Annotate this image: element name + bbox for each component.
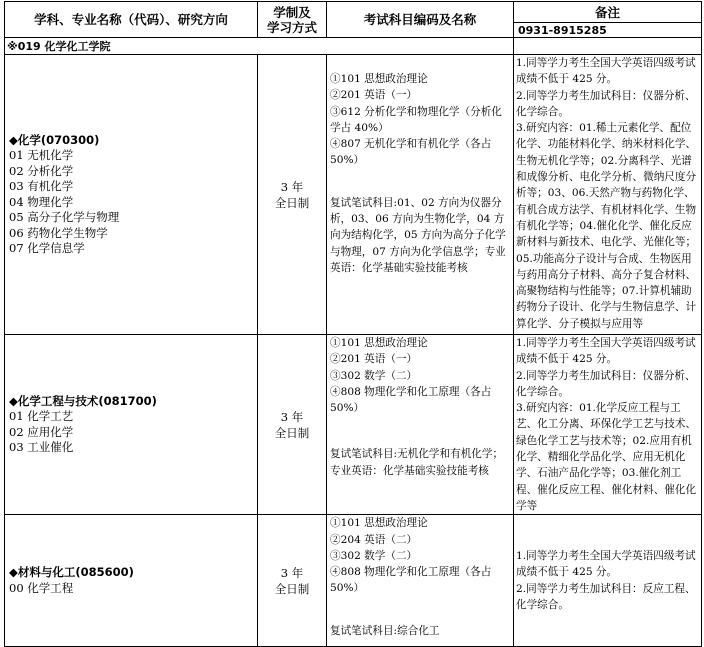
direction-item: 03 工业催化 <box>9 440 74 455</box>
exam-subject: ②204 英语（二） <box>330 533 418 546</box>
duration: 3 年 <box>280 409 304 424</box>
college-row-spacer <box>514 38 702 55</box>
college-phone: 0931-8915285 <box>514 23 702 38</box>
major-cell <box>5 55 258 335</box>
study-mode-cell <box>258 515 327 647</box>
direction-item: 02 应用化学 <box>9 424 74 439</box>
remark-item: 3.研究内容：01.稀土元素化学、配位化学、功能材料化学、纳米材料化学、生物无机化学等；02.分离科学、光谱和成像分析、电化学分析、微纳尺度分析等；03、06.天然产物与药物化学、有机合成方法学、有机材料化学、生物有机化学等；04.催化化学、催化反应新材料与新技术、电化学、光催化等；05.功能高分子设计与合成、生物医用与药用高分子材料、高分子复合材料、高聚物结构与性能等；07.计算机辅助药物分子设计、化学与生物信息学、计算化学、分子模拟与应用等 <box>516 122 697 330</box>
major-title: ◆化学工程与技术(081700) <box>9 393 157 408</box>
header-major: 学科、专业名称（代码）、研究方向 <box>5 2 258 38</box>
exam-subject: ④807 无机化学和有机化学（各占50%） <box>330 138 492 167</box>
exam-subjects-cell <box>327 335 514 515</box>
remark-item: 1.同等学力考生全国大学英语四级考试成绩不低于 425 分。 <box>516 57 696 86</box>
direction-item: 05 高分子化学与物理 <box>9 210 120 224</box>
direction-item: 01 化学工艺 <box>9 409 74 424</box>
remark-item: 1.同等学力考生全国大学英语四级考试成绩不低于 425 分。 <box>516 550 696 579</box>
remarks-cell <box>514 515 702 647</box>
direction-item: 04 物理化学 <box>9 194 74 209</box>
major-cell <box>5 515 258 647</box>
exam-subject: ①101 思想政治理论 <box>330 73 428 85</box>
remark-item: 3.研究内容：01.化学反应工程与工艺、化工分离、环保化学工艺与技术、绿色化学工艺与技术等；02.应用有机化学、精细化学品化学、应用无机化学、石油产品化学等；03.催化剂工程、催化反应工程、催化材料、催化化学等 <box>516 402 697 512</box>
exam-subjects-cell <box>327 515 514 647</box>
header-remarks: 备注 <box>514 2 702 23</box>
header-duration: 学制及 <box>273 4 311 20</box>
header-duration-mode <box>258 2 327 38</box>
exam-subject: ③302 数学（二） <box>330 369 418 382</box>
study-mode: 全日制 <box>274 195 310 210</box>
remark-item: 2.同等学力考生加试科目：仪器分析、化学综合。 <box>516 89 696 118</box>
duration: 3 年 <box>280 179 304 194</box>
duration: 3 年 <box>280 565 304 580</box>
major-title: ◆材料与化工(085600) <box>9 565 134 580</box>
direction-item: 01 无机化学 <box>9 148 74 162</box>
program-row <box>5 335 702 515</box>
remark-item: 2.同等学力考生加试科目：反应工程、化学综合。 <box>516 582 696 612</box>
major-title: ◆化学(070300) <box>9 132 100 147</box>
study-mode: 全日制 <box>274 581 310 596</box>
exam-subject: ②201 英语（一） <box>330 353 418 366</box>
retest-subjects: 复试笔试科目:无机化学和有机化学；专业英语：化学基础实验技能考核 <box>330 448 504 477</box>
remarks-cell <box>514 335 702 515</box>
remark-item: 1.同等学力考生全国大学英语四级考试成绩不低于 425 分。 <box>516 337 696 366</box>
remark-item: 2.同等学力考生加试科目：仪器分析、化学综合。 <box>516 369 696 398</box>
remarks-cell <box>514 55 702 335</box>
exam-subject: ③302 数学（二） <box>330 549 418 562</box>
direction-item: 03 有机化学 <box>9 179 74 193</box>
program-row <box>5 55 702 335</box>
exam-subject: ④808 物理化学和化工原理（各占50%） <box>330 566 492 595</box>
program-row <box>5 515 702 647</box>
study-mode: 全日制 <box>274 425 310 440</box>
header-mode: 学习方式 <box>266 19 317 35</box>
direction-item: 06 药物化学生物学 <box>9 225 108 240</box>
study-mode-cell <box>258 55 327 335</box>
exam-subject: ④808 物理化学和化工原理（各占50%） <box>330 385 492 415</box>
exam-subject: ①101 思想政治理论 <box>330 337 428 349</box>
exam-subject: ③612 分析化学和物理化学（分析化学占 40%） <box>330 105 502 134</box>
direction-item: 02 分析化学 <box>9 163 74 178</box>
header-row <box>5 2 702 23</box>
header-subjects: 考试科目编码及名称 <box>327 2 514 38</box>
college-row <box>5 38 702 55</box>
major-cell <box>5 335 258 515</box>
direction-item: 00 化学工程 <box>9 580 74 595</box>
retest-subjects: 复试笔试科目:01、02 方向为仪器分析，03、06 方向为生物化学，04 方向为结构化学，05 方向为高分子化学与物理，07 方向为化学信息学；专业英语：化学基础实验技能考核 <box>330 196 506 274</box>
direction-item: 07 化学信息学 <box>9 241 85 255</box>
exam-subject: ②201 英语（一） <box>330 89 418 102</box>
study-mode-cell <box>258 335 327 515</box>
exam-subjects-cell <box>327 55 514 335</box>
exam-subject: ①101 思想政治理论 <box>330 517 428 530</box>
program-catalog-table <box>4 1 702 647</box>
college-name: ※019 化学化工学院 <box>5 38 514 55</box>
retest-subjects: 复试笔试科目:综合化工 <box>330 624 440 637</box>
